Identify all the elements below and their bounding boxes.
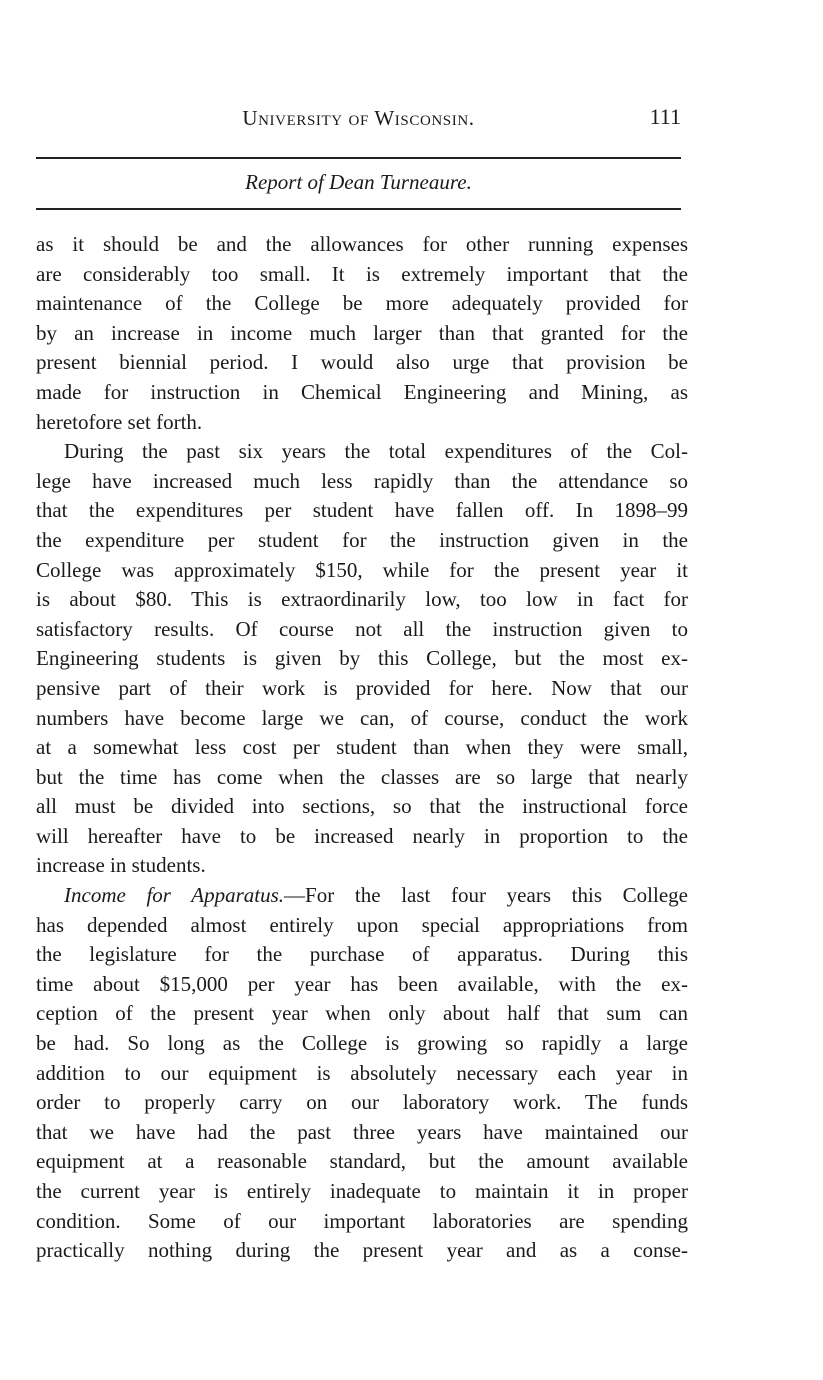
section-subtitle: Report of Dean Turneaure. xyxy=(245,170,472,194)
text-line: maintenance of the College be more adequately provided for xyxy=(36,291,688,316)
text-line: has depended almost entirely upon special appropriations from xyxy=(36,912,688,937)
text-line: equipment at a reasonable standard, but the amount available xyxy=(36,1149,688,1174)
text-line: condition. Some of our important laboratories are spending xyxy=(36,1208,688,1233)
text-line: increase in students. xyxy=(36,853,206,878)
text-line: Engineering students is given by this College, but the most ex- xyxy=(36,646,688,671)
text-line: will hereafter have to be increased nearly in proportion to the xyxy=(36,823,688,848)
header-rule-bottom xyxy=(36,208,681,210)
text-line: College was approximately $150, while for the present year it xyxy=(36,557,688,582)
text-line: that we have had the past three years have maintained our xyxy=(36,1119,688,1144)
text-line: pensive part of their work is provided for here. Now that our xyxy=(36,675,688,700)
page-number: 111 xyxy=(649,104,681,129)
text-line: be had. So long as the College is growing so rapidly a large xyxy=(36,1031,688,1056)
paragraph-3 xyxy=(36,881,688,1266)
header-rule-top xyxy=(36,157,681,159)
text-line: order to properly carry on our laboratory work. The funds xyxy=(36,1090,688,1115)
text-line: lege have increased much less rapidly than the attendance so xyxy=(36,468,688,493)
text-line xyxy=(36,881,688,911)
running-head xyxy=(36,104,681,136)
text-line: at a somewhat less cost per student than when they were small, xyxy=(36,735,688,760)
text-line: ception of the present year when only about half that sum can xyxy=(36,1001,688,1026)
text-line: made for instruction in Chemical Engineering and Mining, as xyxy=(36,379,688,404)
text-line: by an increase in income much larger than that granted for the xyxy=(36,320,688,345)
text-line: the expenditure per student for the instruction given in the xyxy=(36,527,688,552)
text-line: During the past six years the total expenditures of the Col- xyxy=(64,439,688,464)
run-in-heading: Income for Apparatus. xyxy=(64,883,285,908)
run-in-continuation: —For the last four years this College xyxy=(284,883,688,908)
running-title: University of Wisconsin. xyxy=(242,106,475,130)
paragraph-1 xyxy=(36,230,688,437)
text-line: present biennial period. I would also urge that provision be xyxy=(36,350,688,375)
text-line: the current year is entirely inadequate to maintain it in proper xyxy=(36,1179,688,1203)
text-line: the legislature for the purchase of apparatus. During this xyxy=(36,942,688,967)
text-line: numbers have become large we can, of course, conduct the work xyxy=(36,705,688,730)
text-line: addition to our equipment is absolutely necessary each year in xyxy=(36,1060,688,1085)
text-line: is about $80. This is extraordinarily low, too low in fact for xyxy=(36,587,688,612)
text-line: all must be divided into sections, so that the instructional force xyxy=(36,794,688,819)
text-line: that the expenditures per student have fallen off. In 1898–99 xyxy=(36,498,688,523)
text-line: but the time has come when the classes are so large that nearly xyxy=(36,764,688,789)
text-line: as it should be and the allowances for other running expenses xyxy=(36,232,688,256)
paragraph-2 xyxy=(36,437,688,881)
text-line: satisfactory results. Of course not all the instruction given to xyxy=(36,616,688,641)
text-line: practically nothing during the present year and as a conse- xyxy=(36,1238,688,1263)
body-text xyxy=(36,230,688,1266)
text-line: time about $15,000 per year has been available, with the ex- xyxy=(36,971,688,996)
text-line: heretofore set forth. xyxy=(36,409,203,434)
text-line: are considerably too small. It is extremely important that the xyxy=(36,261,688,286)
